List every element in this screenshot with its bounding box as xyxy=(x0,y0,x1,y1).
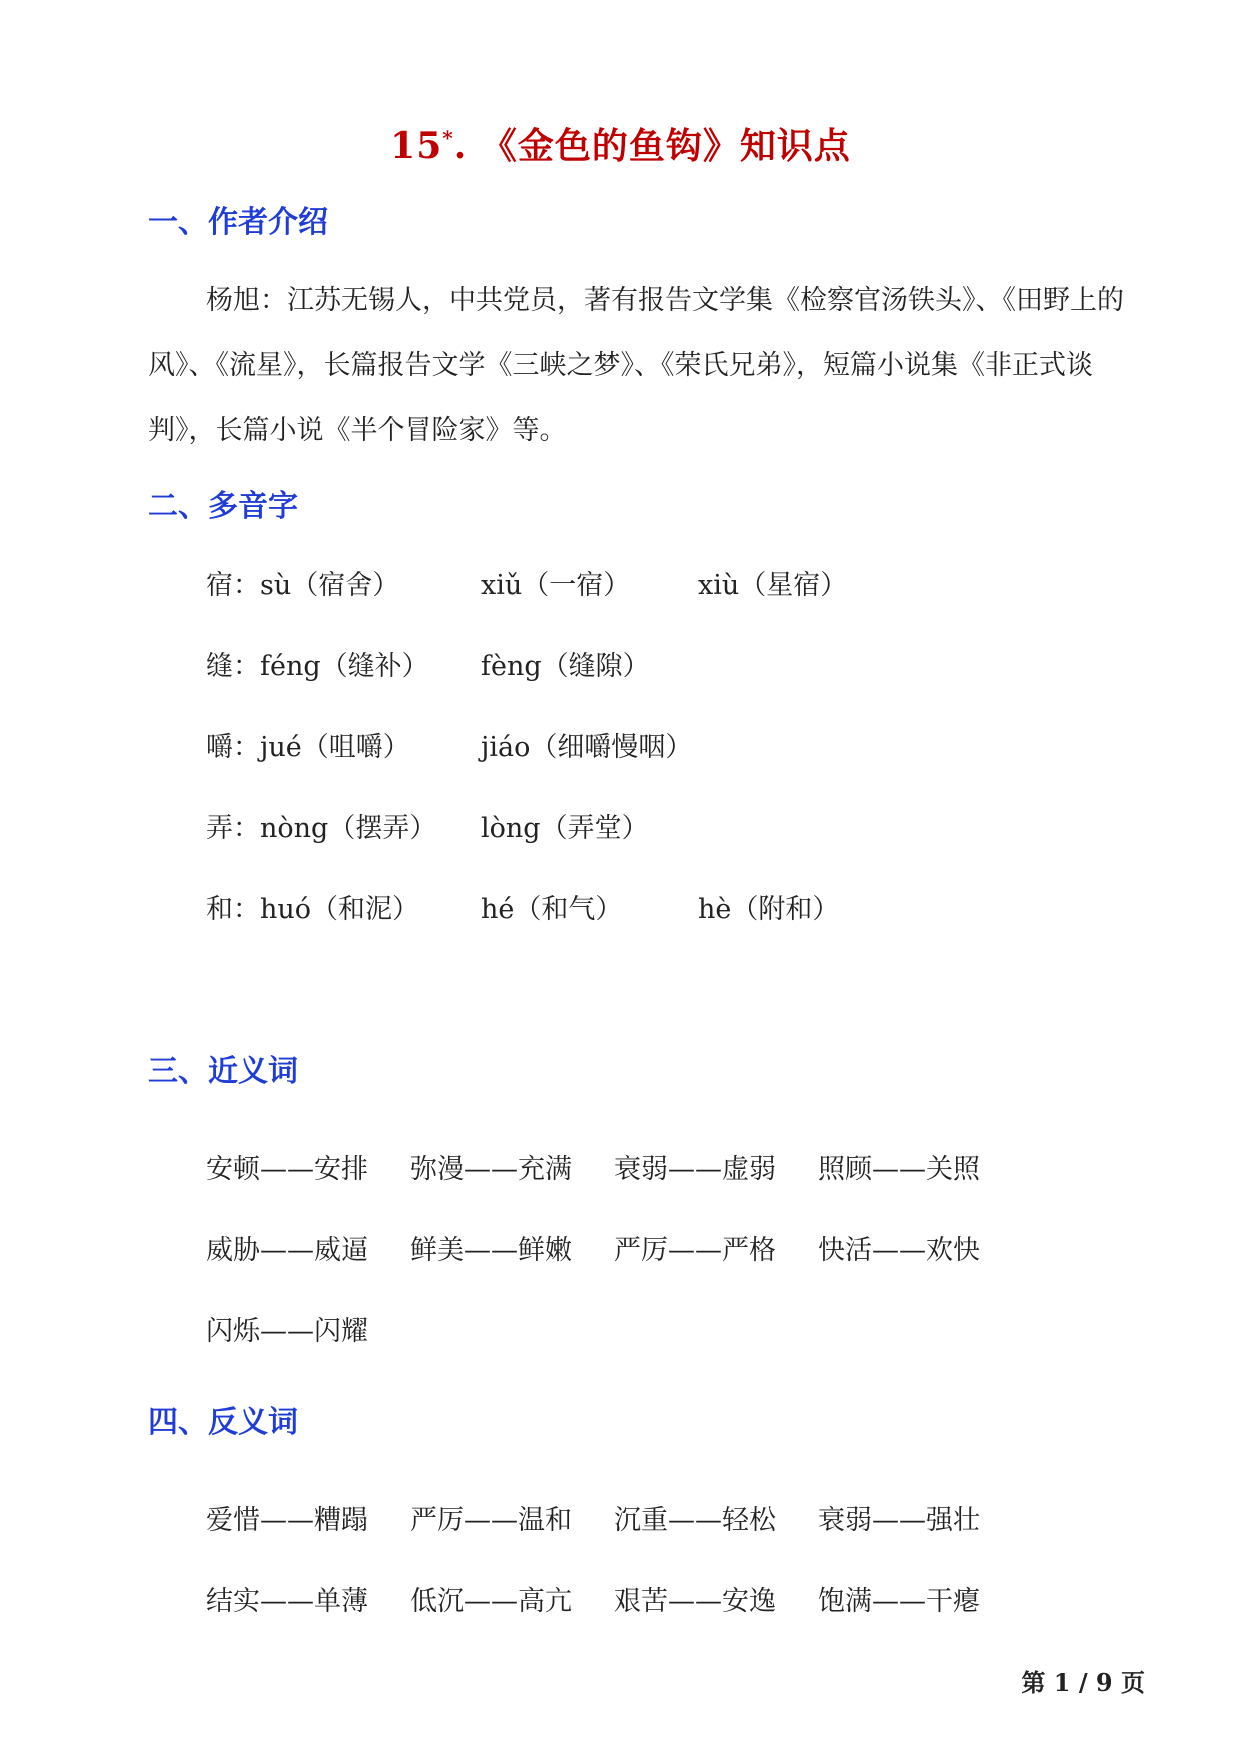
section-heading-polyphones: 二、多音字 xyxy=(148,489,298,524)
section-heading-antonyms: 四、反义词 xyxy=(148,1405,298,1440)
section-heading-author: 一、作者介绍 xyxy=(148,205,328,240)
page-number: 第 1 / 9 页 xyxy=(1021,1668,1145,1697)
author-paragraph: 杨旭：江苏无锡人，中共党员，著有报告文学集《检察官汤铁头》、《田野上的风》、《流星》，长篇报告文学《三峡之梦》、《荣氏兄弟》，短篇小说集《非正式谈判》，长篇小说《半个冒险家》等。 xyxy=(148,285,1124,446)
section-heading-synonyms: 三、近义词 xyxy=(148,1054,298,1089)
page-title: 15*. 《金色的鱼钩》知识点 xyxy=(390,125,851,167)
